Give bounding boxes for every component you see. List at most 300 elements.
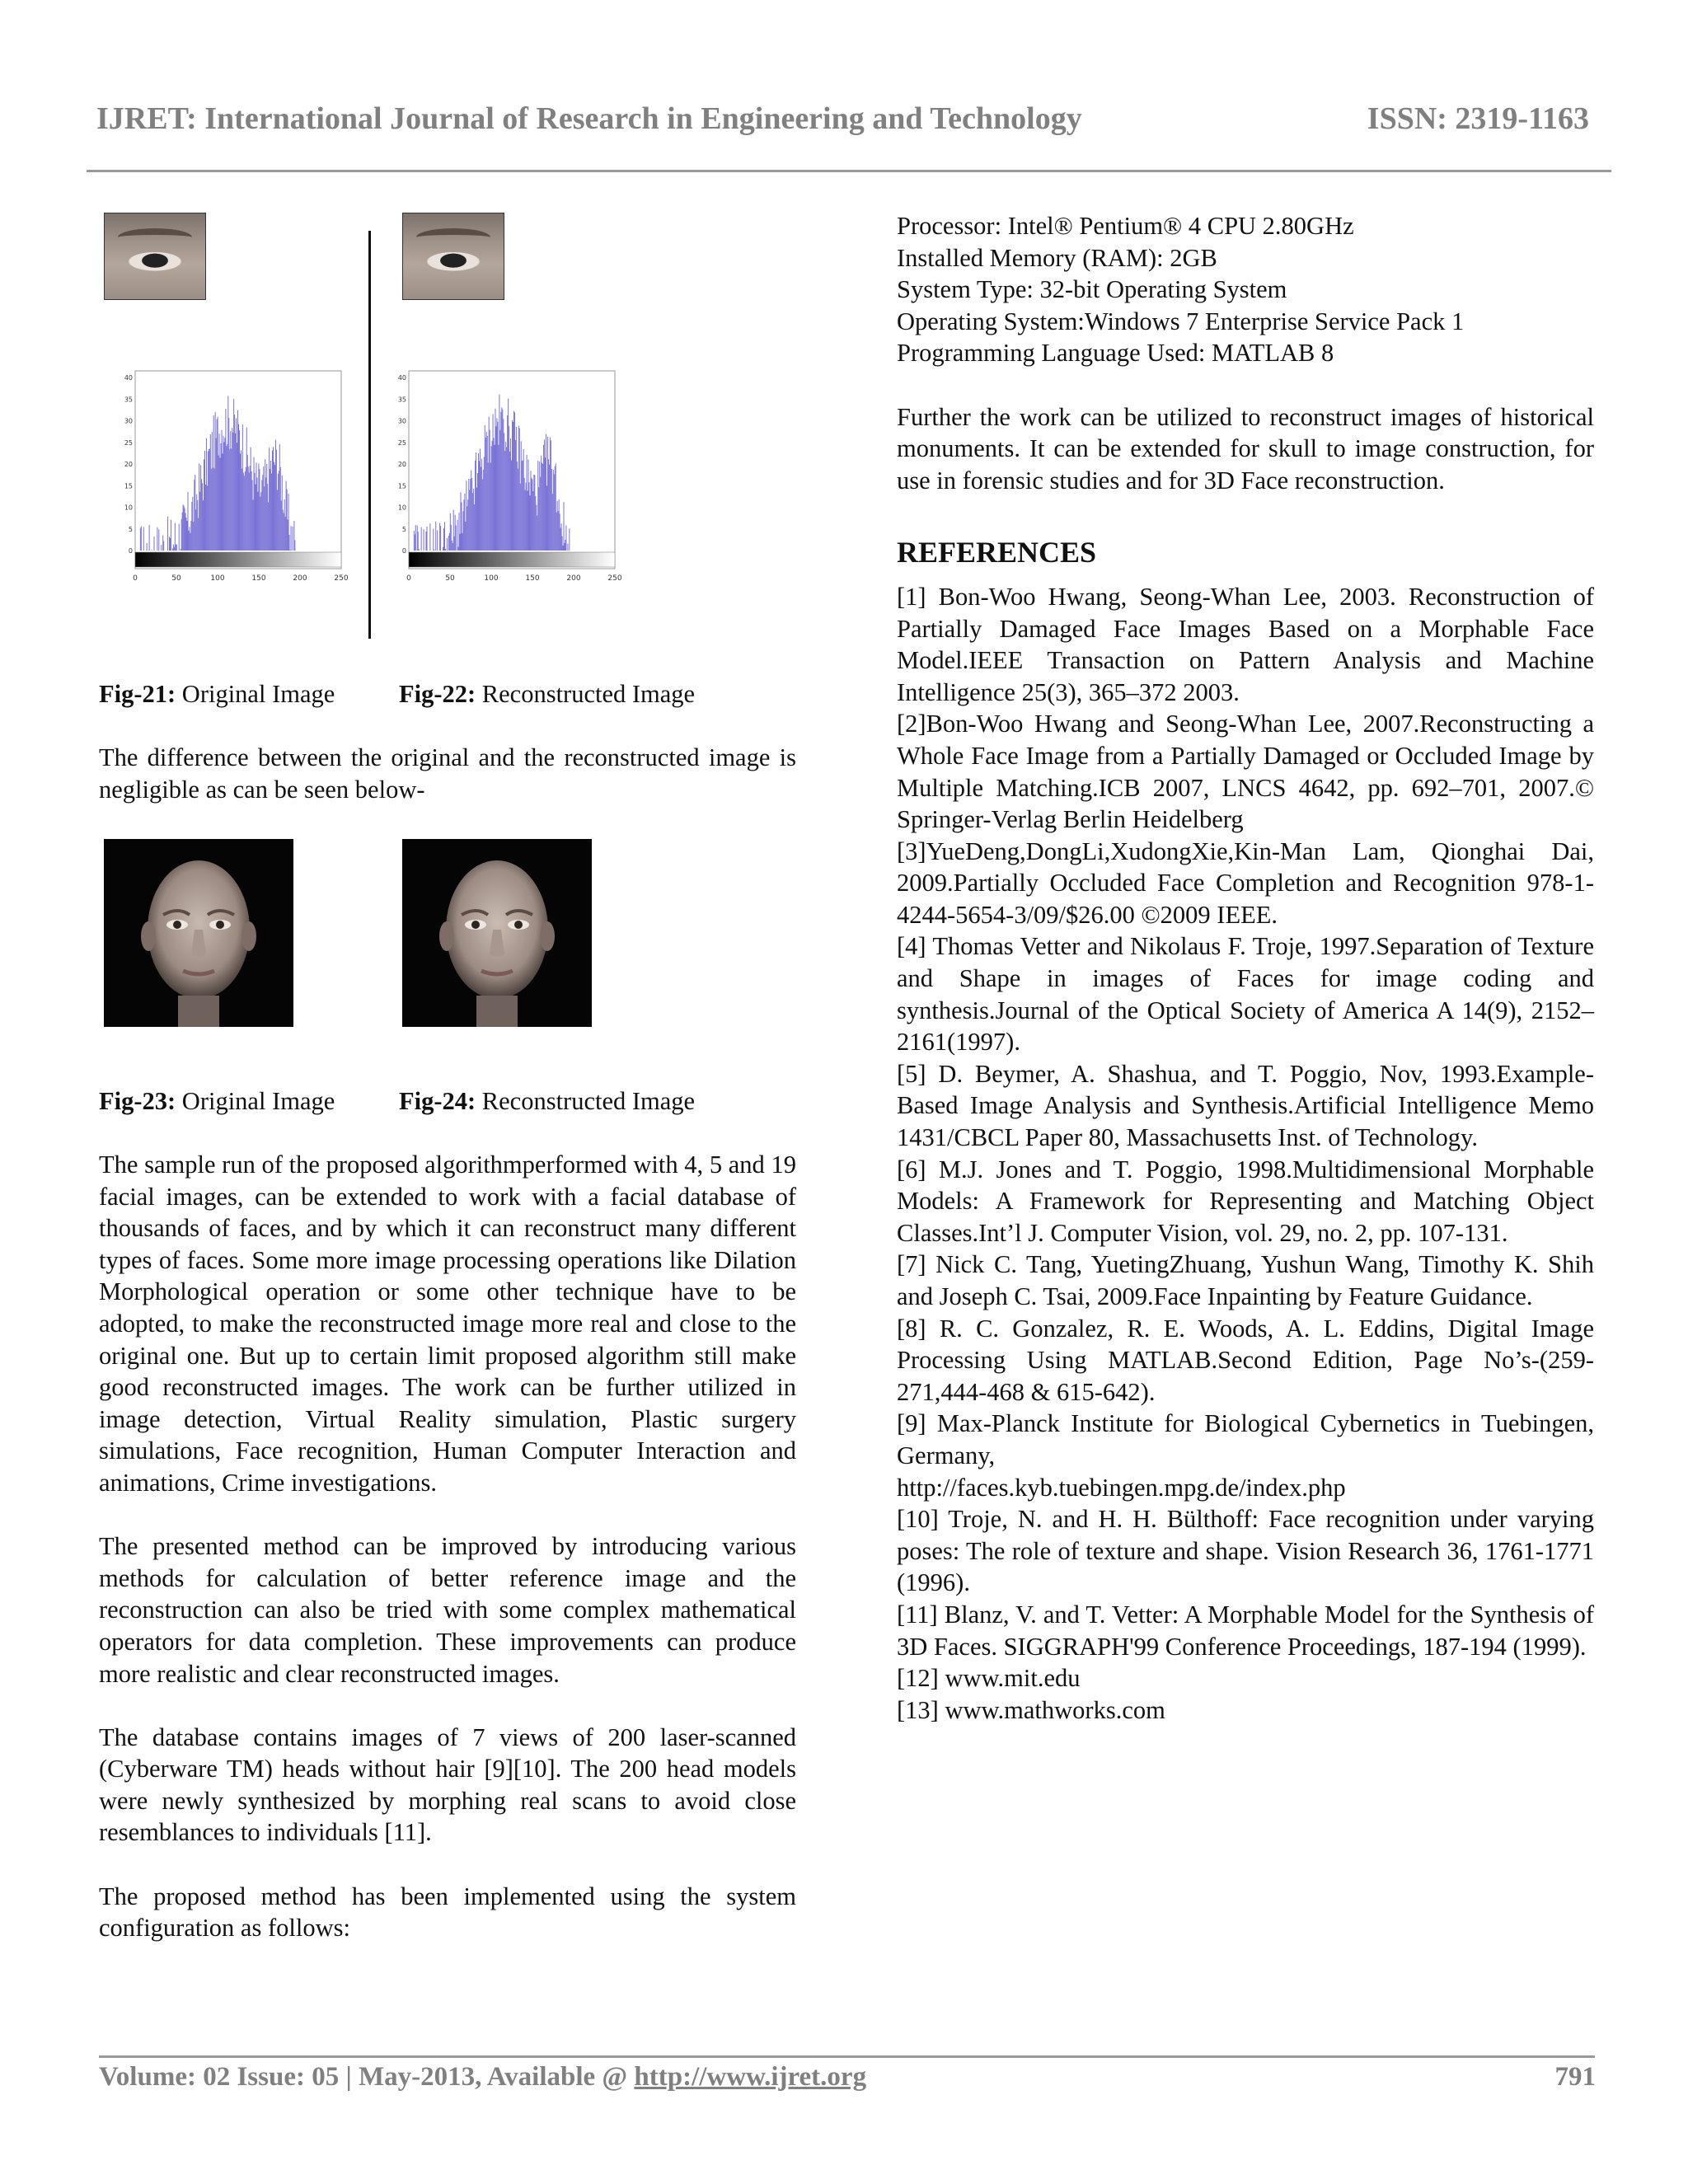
histogram-bar bbox=[467, 499, 468, 551]
histogram-bar bbox=[235, 434, 236, 551]
histogram-bar bbox=[281, 501, 282, 551]
histogram-bar bbox=[498, 445, 499, 551]
histogram-bar bbox=[269, 448, 270, 551]
histogram-bar bbox=[195, 509, 196, 551]
histogram-bar bbox=[459, 513, 460, 551]
histogram-bar bbox=[263, 466, 264, 551]
histogram-bar bbox=[230, 431, 231, 551]
histogram-bar bbox=[565, 525, 566, 551]
histogram-bar bbox=[214, 468, 215, 551]
histogram-bar bbox=[529, 495, 530, 551]
histogram-bar bbox=[537, 461, 538, 551]
histogram-bar bbox=[201, 479, 202, 551]
histogram-bar bbox=[279, 444, 280, 551]
histogram-bar bbox=[528, 460, 529, 551]
histogram-bar bbox=[533, 475, 534, 551]
histogram-bar bbox=[562, 537, 563, 551]
histogram-bar bbox=[229, 449, 230, 551]
histogram-bar bbox=[153, 537, 154, 551]
histogram-bar bbox=[499, 430, 500, 551]
histogram-bar bbox=[189, 527, 190, 551]
fig-24-caption: Fig-24: Reconstructed Image bbox=[399, 1087, 696, 1115]
histogram-bar bbox=[511, 461, 512, 551]
histogram-bar bbox=[262, 475, 263, 551]
histogram-y-tick: 10 bbox=[397, 504, 406, 512]
histogram-bar bbox=[294, 540, 295, 551]
histogram-x-tick: 0 bbox=[406, 574, 411, 583]
histogram-bar bbox=[205, 485, 206, 551]
histogram-bar bbox=[525, 490, 526, 551]
histogram-x-tick: 50 bbox=[445, 574, 455, 583]
histogram-bar bbox=[508, 399, 509, 551]
histogram-bar bbox=[536, 505, 537, 551]
histogram-bar bbox=[490, 462, 491, 551]
histogram-bar bbox=[415, 525, 416, 551]
histogram-bar bbox=[273, 447, 274, 551]
histogram-bar bbox=[251, 471, 252, 551]
histogram-bar bbox=[199, 492, 200, 551]
histogram-bar bbox=[515, 440, 516, 551]
config-os: Operating System:Windows 7 Enterprise Service Pack 1 bbox=[897, 307, 1465, 335]
histogram-bar bbox=[253, 499, 254, 551]
eye-image-original bbox=[104, 213, 206, 300]
footer-divider bbox=[99, 2055, 1595, 2058]
histogram-bar bbox=[435, 522, 436, 551]
histogram-bar bbox=[268, 502, 269, 551]
histogram-bar bbox=[514, 412, 515, 551]
histogram-bar bbox=[208, 452, 209, 551]
histogram-bar bbox=[513, 411, 514, 551]
paragraph-database: The database contains images of 7 views of 200 laser-scanned (Cyberware TM) heads without hair [9][10]. The 200 head models were newly synthesized by morphing real scans to avoid close resemblances to individuals [11]. bbox=[99, 1722, 796, 1847]
histogram-bar bbox=[553, 470, 554, 551]
histogram-x-tick: 100 bbox=[210, 574, 225, 583]
histogram-bar bbox=[437, 530, 438, 551]
histogram-bar bbox=[293, 521, 294, 551]
histogram-bar bbox=[524, 478, 525, 551]
histogram-bar bbox=[245, 471, 246, 551]
fig-23-caption: Fig-23: Original Image bbox=[99, 1087, 335, 1115]
right-column bbox=[897, 210, 1594, 1726]
histogram-bar bbox=[474, 504, 475, 551]
histogram-bar bbox=[170, 538, 171, 551]
histogram-bar bbox=[440, 526, 441, 551]
histogram-bar bbox=[518, 426, 519, 551]
histogram-bar bbox=[564, 543, 565, 551]
histogram-bar bbox=[517, 462, 518, 551]
histogram-bar bbox=[244, 476, 245, 551]
histogram-bar bbox=[520, 484, 521, 551]
histogram-bar bbox=[238, 424, 239, 551]
histogram-x-tick: 250 bbox=[334, 574, 349, 583]
histogram-bar bbox=[449, 533, 450, 551]
histogram-bar bbox=[503, 419, 504, 551]
histogram-bar bbox=[257, 492, 258, 551]
histogram-bar bbox=[288, 494, 289, 551]
histogram-bar bbox=[516, 427, 517, 551]
histogram-bar bbox=[260, 492, 261, 551]
histogram-bar bbox=[226, 446, 227, 551]
histogram-bar bbox=[539, 462, 540, 551]
histogram-bar bbox=[259, 469, 260, 551]
histogram-bar bbox=[501, 407, 502, 551]
histogram-bar bbox=[491, 446, 492, 551]
histogram-bar bbox=[186, 518, 187, 551]
histogram-bar bbox=[465, 522, 466, 551]
histogram-bar bbox=[197, 500, 198, 551]
histogram-bar bbox=[549, 465, 550, 551]
histogram-bar bbox=[265, 477, 266, 551]
histogram-bar bbox=[182, 513, 183, 551]
histogram-bar bbox=[439, 523, 440, 551]
histogram-colorbar bbox=[135, 552, 341, 567]
histogram-bar bbox=[476, 488, 477, 551]
histogram-bar bbox=[191, 502, 192, 551]
reference-item: [4] Thomas Vetter and Nikolaus F. Troje, 1997.Separation of Texture and Shape in images of Faces for image coding and synthesis.Journal of the Optical Society of America A 14(9), 2152–2161(1997). bbox=[897, 932, 1594, 1057]
histogram-bar bbox=[284, 499, 285, 551]
histogram-bar bbox=[282, 476, 283, 551]
histogram-bar bbox=[488, 462, 489, 551]
histogram-bar bbox=[220, 457, 221, 551]
histogram-bar bbox=[545, 457, 546, 551]
histogram-bar bbox=[426, 527, 427, 551]
histogram-y-tick: 35 bbox=[124, 396, 133, 404]
histogram-bar bbox=[560, 527, 561, 551]
histogram-bar bbox=[535, 496, 536, 551]
histogram-bar bbox=[460, 534, 461, 551]
histogram-bar bbox=[478, 453, 479, 551]
histogram-bar bbox=[505, 442, 506, 551]
histogram-bar bbox=[239, 430, 240, 551]
footer-link[interactable]: http://www.ijret.org bbox=[634, 2062, 867, 2092]
histogram-bar bbox=[559, 499, 560, 551]
histogram-bar bbox=[484, 457, 485, 551]
face-image-original bbox=[104, 839, 293, 1027]
histogram-bar bbox=[489, 417, 490, 551]
histogram-bar bbox=[246, 428, 247, 551]
histogram-bar bbox=[433, 529, 434, 551]
histogram-bar bbox=[286, 481, 287, 551]
histogram-y-tick: 40 bbox=[397, 374, 406, 382]
histogram-bar bbox=[453, 510, 454, 551]
histogram-bar bbox=[266, 464, 267, 551]
histogram-bar bbox=[447, 538, 448, 551]
histogram-bar bbox=[480, 449, 481, 551]
histogram-bar bbox=[194, 480, 195, 551]
histogram-bar bbox=[270, 461, 271, 551]
histogram-bar bbox=[277, 490, 278, 551]
histogram-bar bbox=[200, 465, 201, 551]
histogram-reconstructed bbox=[397, 363, 628, 602]
histogram-bar bbox=[219, 434, 220, 551]
reference-item: [1] Bon-Woo Hwang, Seong-Whan Lee, 2003. Reconstruction of Partially Damaged Face Images Based on a Morphable Face Model.IEEE Transaction on Pattern Analysis and Machine Intelligence 25(3), 365–372 2003. bbox=[897, 582, 1594, 706]
histogram-bar bbox=[563, 546, 564, 551]
histogram-x-tick: 200 bbox=[293, 574, 307, 583]
histogram-x-tick: 100 bbox=[484, 574, 499, 583]
histogram-bar bbox=[227, 396, 228, 551]
reference-item: [13] www.mathworks.com bbox=[897, 1695, 1165, 1724]
histogram-bar bbox=[274, 465, 275, 551]
histogram-bar bbox=[209, 449, 210, 551]
histogram-bar bbox=[482, 479, 483, 551]
histogram-bar bbox=[223, 443, 224, 551]
histogram-x-tick: 150 bbox=[251, 574, 266, 583]
paragraph-further-work: Further the work can be utilized to reconstruct images of historical monuments. It can be extended for skull to image construction, for use in forensic studies and for 3D Face reconstruction. bbox=[897, 402, 1594, 494]
histogram-bar bbox=[187, 492, 188, 551]
histogram-bar bbox=[212, 432, 213, 551]
histogram-bar bbox=[250, 466, 251, 551]
histogram-bar bbox=[418, 532, 419, 551]
histogram-bar bbox=[285, 517, 286, 551]
histogram-bar bbox=[451, 525, 452, 551]
config-system-type: System Type: 32-bit Operating System bbox=[897, 275, 1287, 304]
histogram-bar bbox=[264, 486, 265, 551]
histogram-bar bbox=[455, 515, 456, 551]
histogram-bar bbox=[556, 513, 557, 551]
histogram-bar bbox=[502, 410, 503, 551]
histogram-bar bbox=[541, 456, 542, 551]
reference-item: [7] Nick C. Tang, YuetingZhuang, Yushun Wang, Timothy K. Shih and Joseph C. Tsai, 2009.Face Inpainting by Feature Guidance. bbox=[897, 1250, 1594, 1310]
histogram-bar bbox=[179, 524, 180, 551]
histogram-bar bbox=[481, 459, 482, 551]
histogram-bar bbox=[466, 480, 467, 551]
histogram-bar bbox=[450, 513, 451, 551]
histogram-x-tick: 250 bbox=[607, 574, 622, 583]
reference-item: [11] Blanz, V. and T. Vetter: A Morphable Model for the Synthesis of 3D Faces. SIGGRAPH'99 Conference Proceedings, 187-194 (1999). bbox=[897, 1600, 1594, 1661]
histogram-bar bbox=[523, 449, 524, 551]
histogram-bar bbox=[158, 529, 159, 551]
histogram-bar bbox=[248, 466, 249, 551]
histogram-bar bbox=[175, 523, 176, 551]
histogram-bar bbox=[457, 520, 458, 551]
histogram-bar bbox=[256, 477, 257, 551]
eye-image-reconstructed bbox=[402, 213, 504, 300]
histogram-bar bbox=[192, 497, 193, 551]
histogram-bar bbox=[552, 494, 553, 551]
histogram-bar bbox=[485, 438, 486, 551]
histogram-bar bbox=[532, 491, 533, 551]
histogram-bar bbox=[558, 511, 559, 551]
histogram-bar bbox=[546, 485, 547, 551]
histogram-y-tick: 0 bbox=[128, 547, 133, 555]
histogram-bar bbox=[236, 418, 237, 551]
histogram-bar bbox=[531, 478, 532, 551]
figure-divider bbox=[368, 231, 371, 639]
histogram-bar bbox=[521, 441, 522, 551]
histogram-bar bbox=[187, 521, 188, 551]
histogram-bar bbox=[554, 474, 555, 551]
histogram-y-tick: 25 bbox=[124, 438, 133, 447]
histogram-bar bbox=[479, 461, 480, 551]
histogram-bar bbox=[169, 537, 170, 551]
histogram-bar bbox=[161, 545, 162, 551]
histogram-bar bbox=[542, 464, 543, 551]
histogram-bar bbox=[141, 526, 142, 551]
histogram-bar bbox=[477, 473, 478, 551]
histogram-bar bbox=[163, 541, 164, 551]
histogram-bar bbox=[454, 537, 455, 551]
histogram-bar bbox=[216, 438, 217, 551]
histogram-bar bbox=[290, 526, 291, 551]
histogram-bar bbox=[509, 452, 510, 551]
histogram-bar bbox=[231, 448, 232, 551]
histogram-bar bbox=[557, 501, 558, 551]
histogram-bar bbox=[211, 469, 212, 551]
histogram-bar bbox=[224, 438, 225, 551]
histogram-bar bbox=[543, 445, 544, 551]
histogram-bar bbox=[181, 519, 182, 551]
histogram-bar bbox=[468, 479, 469, 551]
reference-item: [5] D. Beymer, A. Shashua, and T. Poggio, Nov, 1993.Example-Based Image Analysis and Synthesis.Artificial Intelligence Memo 1431/CBCL Paper 80, Massachusetts Inst. of Technology. bbox=[897, 1059, 1594, 1152]
histogram-bar bbox=[233, 399, 234, 551]
histogram-bar bbox=[252, 480, 253, 551]
histogram-bar bbox=[547, 437, 548, 551]
histogram-y-tick: 10 bbox=[124, 504, 133, 512]
histogram-y-tick: 20 bbox=[124, 461, 133, 468]
histogram-bar bbox=[506, 448, 507, 551]
histogram-bar bbox=[261, 480, 262, 551]
histogram-bar bbox=[458, 546, 459, 551]
histogram-bar bbox=[173, 544, 174, 551]
histogram-bar bbox=[534, 475, 535, 551]
histogram-bar bbox=[495, 426, 496, 551]
histogram-bar bbox=[280, 467, 281, 551]
histogram-bar bbox=[204, 451, 205, 551]
histogram-x-tick: 0 bbox=[133, 574, 138, 583]
face-image-reconstructed bbox=[402, 839, 592, 1027]
histogram-bar bbox=[421, 527, 422, 551]
histogram-bar bbox=[487, 436, 488, 551]
histogram-bar bbox=[483, 470, 484, 551]
histogram-bar bbox=[143, 527, 144, 551]
histogram-bar bbox=[140, 528, 141, 551]
histogram-y-tick: 30 bbox=[124, 417, 133, 425]
histogram-bar bbox=[234, 415, 235, 551]
histogram-bar bbox=[275, 440, 276, 551]
histogram-bar bbox=[497, 422, 498, 551]
histogram-bar bbox=[526, 483, 527, 551]
config-memory: Installed Memory (RAM): 2GB bbox=[897, 243, 1217, 272]
paragraph-system-config-intro: The proposed method has been implemented using the system configuration as follows: bbox=[99, 1882, 796, 1943]
histogram-bar bbox=[215, 412, 216, 551]
histogram-bar bbox=[292, 527, 293, 551]
histogram-bar bbox=[561, 523, 562, 551]
page-number: 791 bbox=[1554, 2062, 1596, 2092]
footer-volume: Volume: 02 Issue: 05 | May-2013, Available @ http://www.ijret.org bbox=[99, 2062, 867, 2092]
issn: ISSN: 2319-1163 bbox=[1367, 101, 1589, 136]
histogram-bar bbox=[167, 517, 168, 551]
histogram-x-tick: 50 bbox=[171, 574, 181, 583]
reference-item: [2]Bon-Woo Hwang and Seong-Whan Lee, 2007.Reconstructing a Whole Face Image from a Partially Damaged or Occluded Image by Multiple Matching.ICB 2007, LNCS 4642, pp. 692–701, 2007.© Springer-Verlag Berlin Heidelberg bbox=[897, 710, 1594, 834]
histogram-bar bbox=[538, 487, 539, 551]
histogram-bar bbox=[267, 484, 268, 551]
histogram-bar bbox=[218, 456, 219, 551]
histogram-bar bbox=[254, 457, 255, 551]
histogram-bar bbox=[530, 471, 531, 551]
histogram-bar bbox=[258, 463, 259, 551]
histogram-bar bbox=[255, 473, 256, 551]
histogram-y-tick: 15 bbox=[397, 482, 406, 490]
header-divider bbox=[87, 170, 1611, 172]
histogram-bar bbox=[289, 535, 290, 551]
histogram-y-tick: 5 bbox=[128, 525, 133, 533]
histogram-bar bbox=[213, 415, 214, 551]
histogram-bar bbox=[569, 528, 570, 551]
histogram-bar bbox=[470, 479, 471, 551]
config-language: Programming Language Used: MATLAB 8 bbox=[897, 339, 1334, 368]
histogram-bar bbox=[551, 469, 552, 551]
histogram-bar bbox=[486, 432, 487, 551]
fig-21-caption: Fig-21: Original Image bbox=[99, 680, 335, 708]
histogram-bar bbox=[522, 461, 523, 551]
reference-item: [8] R. C. Gonzalez, R. E. Woods, A. L. Eddins, Digital Image Processing Using MATLAB.Second Edition, Page No’s-(259-271,444-468 & 615-642). bbox=[897, 1314, 1594, 1406]
histogram-bar bbox=[206, 438, 207, 551]
histogram-colorbar bbox=[409, 552, 615, 567]
histogram-bar bbox=[221, 443, 222, 551]
histogram-bar bbox=[567, 544, 568, 551]
histogram-bar bbox=[493, 415, 494, 551]
histogram-bar bbox=[221, 430, 222, 551]
journal-title: IJRET: International Journal of Research in Engineering and Technology bbox=[96, 101, 1082, 136]
histogram-bar bbox=[555, 466, 556, 551]
histogram-bar bbox=[203, 500, 204, 551]
histogram-bar bbox=[510, 438, 511, 551]
histogram-bar bbox=[149, 525, 150, 551]
histogram-bar bbox=[207, 485, 208, 551]
histogram-bar bbox=[271, 473, 272, 551]
histogram-bar bbox=[162, 536, 163, 551]
histogram-bar bbox=[452, 543, 453, 551]
histogram-x-tick: 150 bbox=[525, 574, 540, 583]
histogram-y-tick: 15 bbox=[124, 482, 133, 490]
histogram-bar bbox=[217, 419, 218, 551]
histogram-bar bbox=[202, 483, 203, 551]
histogram-bar bbox=[237, 410, 238, 551]
reference-link[interactable]: http://faces.kyb.tuebingen.mpg.de/index.php bbox=[897, 1473, 1346, 1502]
histogram-bar bbox=[504, 451, 505, 551]
histogram-bar bbox=[494, 438, 495, 551]
histogram-bar bbox=[172, 548, 173, 551]
histogram-x-tick: 200 bbox=[566, 574, 581, 583]
histogram-bar bbox=[232, 433, 233, 551]
histogram-y-tick: 5 bbox=[401, 525, 406, 533]
histogram-bar bbox=[247, 455, 248, 551]
histogram-bar bbox=[185, 513, 186, 551]
histogram-bar bbox=[472, 493, 473, 551]
histogram-bar bbox=[183, 504, 184, 551]
histogram-bar bbox=[414, 531, 415, 551]
histogram-bar bbox=[198, 518, 199, 551]
config-processor: Processor: Intel® Pentium® 4 CPU 2.80GHz bbox=[897, 212, 1354, 240]
histogram-bar bbox=[243, 473, 244, 551]
histogram-bar bbox=[241, 469, 242, 551]
histogram-bar bbox=[469, 490, 470, 551]
histogram-bar bbox=[550, 438, 551, 551]
histogram-bar bbox=[519, 428, 520, 551]
left-column-body bbox=[99, 1149, 796, 1944]
histogram-bar bbox=[461, 503, 462, 551]
histogram-bar bbox=[462, 511, 463, 551]
histogram-bar bbox=[276, 450, 277, 551]
histogram-bar bbox=[426, 532, 427, 551]
histogram-bar bbox=[464, 494, 465, 551]
references-heading: REFERENCES bbox=[897, 535, 1097, 569]
histogram-bar bbox=[512, 420, 513, 551]
histogram-original bbox=[124, 363, 354, 602]
histogram-bar bbox=[174, 547, 175, 551]
histogram-y-tick: 35 bbox=[397, 396, 406, 404]
histogram-y-tick: 40 bbox=[124, 374, 133, 382]
histogram-bar bbox=[445, 549, 446, 551]
